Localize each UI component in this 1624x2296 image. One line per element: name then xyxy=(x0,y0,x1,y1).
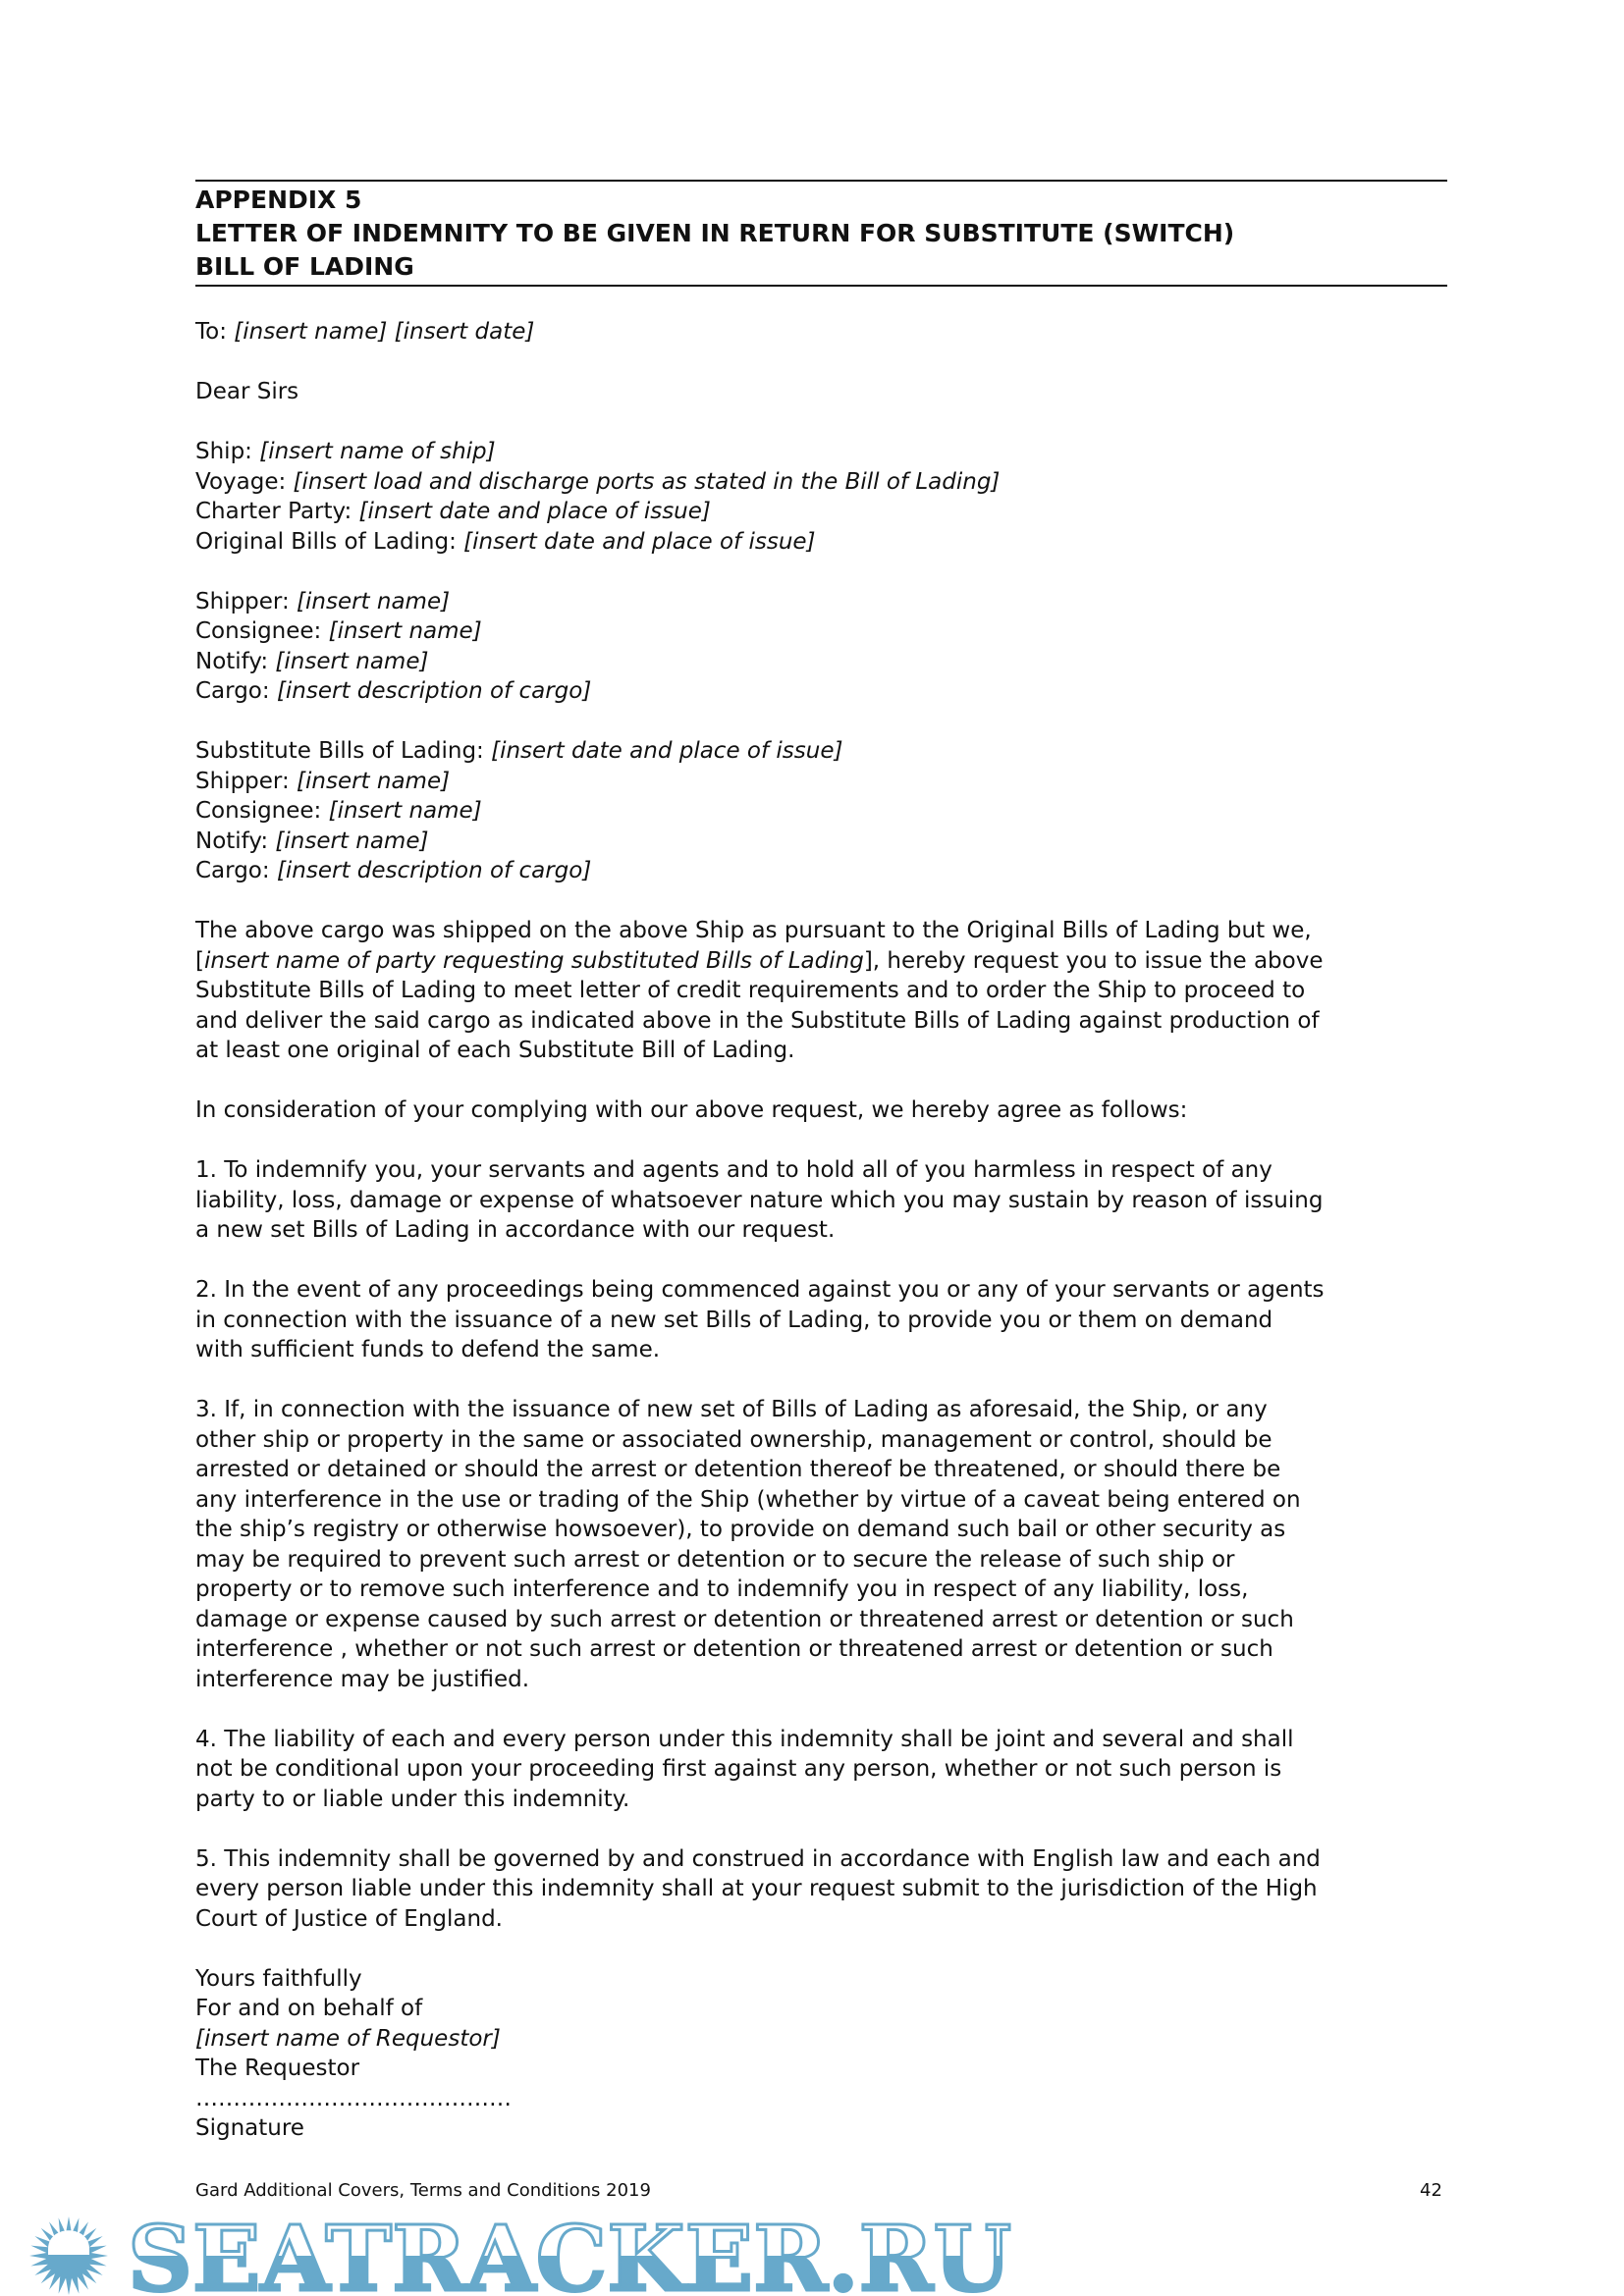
blank-line xyxy=(195,1246,1462,1276)
text-segment: interference may be justified. xyxy=(195,1666,530,1692)
blank-line xyxy=(195,1126,1462,1156)
text-line xyxy=(195,1994,1462,2024)
text-segment: a new set Bills of Lading in accordance with our request. xyxy=(195,1217,836,1243)
text-segment: The Requestor xyxy=(195,2056,360,2081)
text-segment: The above cargo was shipped on the above Ship as pursuant to the Original Bills of Lading but we, xyxy=(195,918,1312,943)
placeholder-text: [insert name] xyxy=(328,618,482,644)
text-segment: at least one original of each Substitute Bill of Lading. xyxy=(195,1038,795,1063)
text-segment: damage or expense caused by such arrest or detention or threatened arrest or detention or such xyxy=(195,1606,1294,1632)
text-segment: Notify: xyxy=(195,828,276,854)
text-line xyxy=(195,1215,1462,1246)
text-line xyxy=(195,916,1462,946)
text-line xyxy=(195,467,1462,498)
text-line xyxy=(195,616,1462,647)
text-segment: every person liable under this indemnity shall at your request submit to the jurisdiction of the High xyxy=(195,1876,1318,1901)
text-line xyxy=(195,1275,1462,1306)
text-segment: arrested or detained or should the arrest or detention thereof be threatened, or should there be xyxy=(195,1457,1281,1482)
text-line xyxy=(195,2054,1462,2084)
text-segment: For and on behalf of xyxy=(195,1996,423,2021)
text-segment: Substitute Bills of Lading: xyxy=(195,738,492,764)
text-segment: property or to remove such interference and to indemnify you in respect of any liability, loss, xyxy=(195,1576,1249,1602)
blank-line xyxy=(195,886,1462,917)
text-segment: 3. If, in connection with the issuance of new set of Bills of Lading as aforesaid, the Ship, or any xyxy=(195,1397,1268,1422)
placeholder-text: insert name of party requesting substituted Bills of Lading xyxy=(203,947,864,974)
text-segment: Cargo: xyxy=(195,678,277,704)
text-line xyxy=(195,796,1462,827)
text-line xyxy=(195,1485,1462,1516)
text-segment: may be required to prevent such arrest or detention or to secure the release of such ship or xyxy=(195,1546,1235,1573)
text-line xyxy=(195,676,1462,707)
footer-text: Gard Additional Covers, Terms and Conditions 2019 xyxy=(195,2180,651,2201)
blank-line xyxy=(195,707,1462,737)
text-segment: Charter Party: xyxy=(195,499,359,524)
placeholder-text: [insert name] xyxy=(297,588,451,614)
text-segment: Dear Sirs xyxy=(195,379,299,404)
placeholder-text: [insert name] xyxy=(275,828,429,854)
appendix-title xyxy=(195,184,1234,284)
text-line xyxy=(195,1634,1462,1665)
text-line xyxy=(195,856,1462,886)
text-line xyxy=(195,1335,1462,1365)
text-segment: in connection with the issuance of a new set Bills of Lading, to provide you or them on demand xyxy=(195,1307,1273,1333)
text-line xyxy=(195,1036,1462,1066)
text-line xyxy=(195,1306,1462,1336)
text-line xyxy=(195,976,1462,1006)
text-line xyxy=(195,317,1462,347)
text-line xyxy=(195,946,1462,977)
placeholder-text: [insert name] xyxy=(297,768,451,794)
text-line xyxy=(195,527,1462,558)
text-line xyxy=(195,1095,1462,1126)
text-segment: Consignee: xyxy=(195,798,329,824)
placeholder-text: [insert name of ship] xyxy=(259,439,496,464)
text-segment: Consignee: xyxy=(195,618,329,644)
text-line xyxy=(195,1785,1462,1815)
text-segment: party to or liable under this indemnity. xyxy=(195,1786,630,1812)
text-line xyxy=(195,1545,1462,1575)
blank-line xyxy=(195,1814,1462,1844)
seatracker-watermark xyxy=(0,2215,1624,2296)
text-segment: and deliver the said cargo as indicated above in the Substitute Bills of Lading against production of xyxy=(195,1007,1320,1034)
text-line xyxy=(195,1964,1462,1995)
placeholder-text: [insert name] xyxy=(328,798,482,824)
text-line xyxy=(195,2113,1462,2144)
placeholder-text: [insert name of Requestor] xyxy=(195,2025,501,2052)
text-line xyxy=(195,1395,1462,1425)
text-segment: Original Bills of Lading: xyxy=(195,528,464,555)
text-segment: liability, loss, damage or expense of whatsoever nature which you may sustain by reason of issuing xyxy=(195,1187,1324,1213)
text-segment: To: xyxy=(195,319,235,345)
text-line xyxy=(195,1425,1462,1456)
top-rule xyxy=(195,180,1447,182)
blank-line xyxy=(195,1934,1462,1964)
blank-line xyxy=(195,407,1462,438)
text-line xyxy=(195,1186,1462,1216)
placeholder-text: [insert name] [insert date] xyxy=(234,319,535,345)
text-segment: Ship: xyxy=(195,439,260,464)
text-line xyxy=(195,1904,1462,1935)
text-line xyxy=(195,2084,1462,2114)
watermark-text: SEATRACKER.RU xyxy=(128,2215,1011,2296)
text-line xyxy=(195,1455,1462,1485)
title-line: APPENDIX 5 xyxy=(195,186,362,214)
placeholder-text: [insert description of cargo] xyxy=(276,858,592,883)
text-segment: …………………………………… xyxy=(195,2085,512,2111)
text-segment: 2. In the event of any proceedings being commenced against you or any of your servants or agents xyxy=(195,1277,1325,1303)
text-line xyxy=(195,377,1462,407)
text-line xyxy=(195,437,1462,467)
text-segment: Substitute Bills of Lading to meet letter of credit requirements and to order the Ship to proceed to xyxy=(195,978,1306,1003)
text-segment: Shipper: xyxy=(195,768,298,794)
text-line xyxy=(195,1155,1462,1186)
sun-dome-icon xyxy=(48,2230,89,2255)
text-segment: ], hereby request you to issue the above xyxy=(863,947,1324,974)
text-segment: Yours faithfully xyxy=(195,1965,362,1992)
text-segment: not be conditional upon your proceeding first against any person, whether or not such person is xyxy=(195,1756,1282,1782)
text-segment: Court of Justice of England. xyxy=(195,1905,503,1932)
text-line xyxy=(195,736,1462,767)
text-line xyxy=(195,1874,1462,1904)
text-segment: In consideration of your complying with our above request, we hereby agree as follows: xyxy=(195,1097,1188,1123)
text-line xyxy=(195,1844,1462,1875)
blank-line xyxy=(195,347,1462,378)
text-line xyxy=(195,647,1462,677)
blank-line xyxy=(195,1365,1462,1396)
blank-line xyxy=(195,557,1462,587)
text-line xyxy=(195,1515,1462,1545)
text-line xyxy=(195,1725,1462,1755)
placeholder-text: [insert description of cargo] xyxy=(276,678,592,704)
text-segment: 5. This indemnity shall be governed by and construed in accordance with English law and each and xyxy=(195,1845,1321,1872)
text-segment: Signature xyxy=(195,2115,304,2141)
text-line xyxy=(195,1575,1462,1605)
text-segment: with sufficient funds to defend the same. xyxy=(195,1337,661,1362)
text-segment: other ship or property in the same or associated ownership, management or control, should be xyxy=(195,1426,1272,1453)
text-line xyxy=(195,497,1462,527)
placeholder-text: [insert date and place of issue] xyxy=(358,499,711,524)
placeholder-text: [insert date and place of issue] xyxy=(491,738,843,764)
title-line: BILL OF LADING xyxy=(195,252,414,281)
bottom-rule xyxy=(195,285,1447,287)
text-line xyxy=(195,767,1462,797)
text-line xyxy=(195,827,1462,857)
text-segment: 4. The liability of each and every person under this indemnity shall be joint and several and shall xyxy=(195,1726,1294,1752)
text-line xyxy=(195,1754,1462,1785)
text-segment: Voyage: xyxy=(195,468,294,495)
text-line xyxy=(195,1665,1462,1695)
text-line xyxy=(195,1605,1462,1635)
letter-body xyxy=(195,317,1462,2144)
text-line xyxy=(195,1006,1462,1037)
title-line: LETTER OF INDEMNITY TO BE GIVEN IN RETURN FOR SUBSTITUTE (SWITCH) xyxy=(195,219,1235,247)
text-segment: Shipper: xyxy=(195,588,298,614)
sun-logo-icon xyxy=(29,2216,108,2295)
text-line xyxy=(195,2024,1462,2055)
sun-rays-icon xyxy=(29,2216,108,2295)
blank-line xyxy=(195,1694,1462,1725)
text-segment: any interference in the use or trading of the Ship (whether by virtue of a caveat being entered on xyxy=(195,1486,1301,1513)
text-segment: 1. To indemnify you, your servants and agents and to hold all of you harmless in respect of any xyxy=(195,1157,1272,1183)
placeholder-text: [insert name] xyxy=(275,648,429,674)
text-segment: interference , whether or not such arrest or detention or threatened arrest or detention or such xyxy=(195,1636,1273,1662)
page-number: 42 xyxy=(1420,2180,1442,2201)
text-segment: Cargo: xyxy=(195,858,277,883)
text-segment: the ship’s registry or otherwise howsoever), to provide on demand such bail or other security as xyxy=(195,1517,1286,1542)
text-segment: [ xyxy=(195,947,204,974)
text-segment: Notify: xyxy=(195,648,276,674)
placeholder-text: [insert date and place of issue] xyxy=(463,528,816,555)
placeholder-text: [insert load and discharge ports as stated in the Bill of Lading] xyxy=(293,468,1001,495)
blank-line xyxy=(195,1066,1462,1096)
text-line xyxy=(195,587,1462,617)
